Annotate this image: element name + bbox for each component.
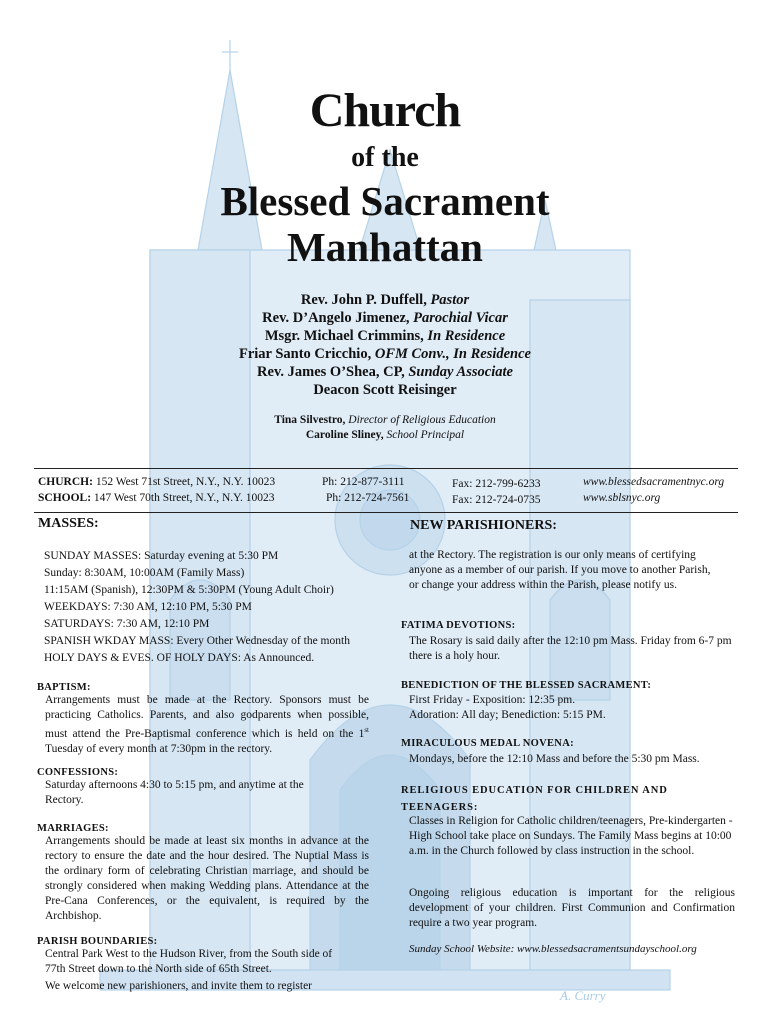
- baptism-label: BAPTISM:: [37, 682, 91, 693]
- clergy-parochial-vicar: Rev. D’Angelo Jimenez, Parochial Vicar: [262, 310, 508, 326]
- religious-ed-text-2: Ongoing religious education is important for the religious development of your children. First Communion and Confirmation require a two year program.: [409, 887, 735, 929]
- mass-line: HOLY DAYS & EVES. OF HOLY DAYS: As Announced.: [44, 652, 315, 664]
- staff-list: [0, 413, 770, 443]
- title-of-the: of the: [351, 142, 419, 173]
- boundaries-section: [37, 936, 369, 994]
- staff-principal: Caroline Sliney, School Principal: [305, 429, 465, 441]
- church-website-link[interactable]: www.blessedsacramentnyc.org: [583, 476, 725, 488]
- clergy-deacon: Deacon Scott Reisinger: [313, 382, 457, 398]
- title-blessed-sacrament: Blessed Sacrament: [220, 178, 550, 224]
- contact-church-phone: Ph: 212-877-3111: [322, 476, 405, 488]
- clergy-sunday-associate: Rev. James O’Shea, CP, Sunday Associate: [257, 364, 513, 380]
- divider-bottom: [34, 512, 738, 513]
- baptism-section: [37, 682, 369, 757]
- novena-section: [401, 738, 737, 767]
- mass-line: SATURDAYS: 7:30 AM, 12:10 PM: [44, 618, 210, 630]
- divider-top: [34, 468, 738, 469]
- title-manhattan: Manhattan: [287, 224, 483, 270]
- staff-dre: Tina Silvestro, Director of Religious Education: [274, 414, 496, 426]
- contact-school-fax: Fax: 212-724-0735: [452, 494, 541, 506]
- contact-church-address: CHURCH: 152 West 71st Street, N.Y., N.Y. 10023: [38, 476, 276, 488]
- artist-signature: A. Curry: [560, 988, 606, 1003]
- clergy-in-residence-2: Friar Santo Cricchio, OFM Conv., In Residence: [238, 346, 531, 362]
- benediction-line-1: First Friday - Exposition: 12:35 pm.: [409, 694, 576, 706]
- fatima-label: FATIMA DEVOTIONS:: [401, 620, 516, 631]
- mass-line: SPANISH WKDAY MASS: Every Other Wednesday of the month: [44, 635, 350, 647]
- boundaries-text: Central Park West to the Hudson River, from the South side of 77th Street down to the North side of 65th Street.: [45, 948, 333, 975]
- marriages-section: [37, 823, 369, 924]
- confessions-section: [37, 767, 369, 808]
- baptism-text: Arrangements must be made at the Rectory. Sponsors must be practicing Catholics. Parents, and also godparents when possible, must attend the Pre-Baptismal conference which is held on the 1st Tuesday of every month at 7:30pm in the rectory.: [45, 694, 369, 755]
- religious-ed-text-1: Classes in Religion for Catholic children/teenagers, Pre-kindergarten - High School take place on Sundays. The Family Mass begins at 10:00 a.m. in the Church followed by class instruction in the school.: [409, 815, 733, 857]
- novena-label: MIRACULOUS MEDAL NOVENA:: [401, 738, 574, 749]
- marriages-text: Arrangements should be made at least six months in advance at the rectory to ensure the date and the hour desired. The Nuptial Mass is the ordinary form of celebrating Christian marriage, and should be strongly considered when making Wedding plans. Attendance at the Pre-Cana Conferences, or the equivalent, is required by the Archbishop.: [45, 835, 369, 922]
- novena-text: Mondays, before the 12:10 Mass and before the 5:30 pm Mass.: [409, 753, 700, 765]
- boundaries-label: PARISH BOUNDARIES:: [37, 936, 158, 947]
- clergy-in-residence-1: Msgr. Michael Crimmins, In Residence: [264, 328, 506, 344]
- religious-ed-label: RELIGIOUS EDUCATION FOR CHILDREN AND TEENAGERS:: [401, 785, 668, 813]
- masses-heading: MASSES:: [38, 516, 99, 531]
- school-website-link[interactable]: www.sblsnyc.org: [583, 492, 661, 504]
- sunday-school-website-link[interactable]: Sunday School Website: www.blessedsacramentsundayschool.org: [409, 943, 697, 955]
- confessions-text: Saturday afternoons 4:30 to 5:15 pm, and anytime at the Rectory.: [45, 779, 304, 806]
- mass-line: Sunday: 8:30AM, 10:00AM (Family Mass): [44, 567, 245, 579]
- mass-line: SUNDAY MASSES: Saturday evening at 5:30 PM: [44, 550, 279, 562]
- new-parishioners-text: at the Rectory. The registration is our only means of certifying anyone as a member of our parish. If you move to another Parish, or change your address within the Parish, please notify us.: [409, 549, 711, 591]
- contact-school-phone: Ph: 212-724-7561: [326, 492, 410, 504]
- new-parishioners-heading: NEW PARISHIONERS:: [410, 518, 557, 533]
- fatima-text: The Rosary is said daily after the 12:10 pm Mass. Friday from 6-7 pm there is a holy hour.: [409, 635, 732, 662]
- benediction-label: BENEDICTION OF THE BLESSED SACRAMENT:: [401, 680, 652, 691]
- contact-school-address: SCHOOL: 147 West 70th Street, N.Y., N.Y. 10023: [38, 492, 275, 504]
- masses-schedule: [44, 548, 384, 667]
- boundaries-welcome: We welcome new parishioners, and invite them to register: [45, 980, 313, 992]
- mass-line: 11:15AM (Spanish), 12:30PM & 5:30PM (Young Adult Choir): [44, 584, 334, 596]
- benediction-section: [401, 680, 737, 723]
- clergy-list: [0, 291, 770, 399]
- benediction-line-2: Adoration: All day; Benediction: 5:15 PM.: [409, 709, 606, 721]
- confessions-label: CONFESSIONS:: [37, 767, 119, 778]
- religious-ed-section: [401, 782, 701, 816]
- title-church: Church: [309, 84, 461, 137]
- mass-line: WEEKDAYS: 7:30 AM, 12:10 PM, 5:30 PM: [44, 601, 252, 613]
- clergy-pastor: Rev. John P. Duffell, Pastor: [300, 292, 470, 308]
- marriages-label: MARRIAGES:: [37, 823, 109, 834]
- contact-church-fax: Fax: 212-799-6233: [452, 478, 541, 490]
- fatima-section: [401, 620, 737, 664]
